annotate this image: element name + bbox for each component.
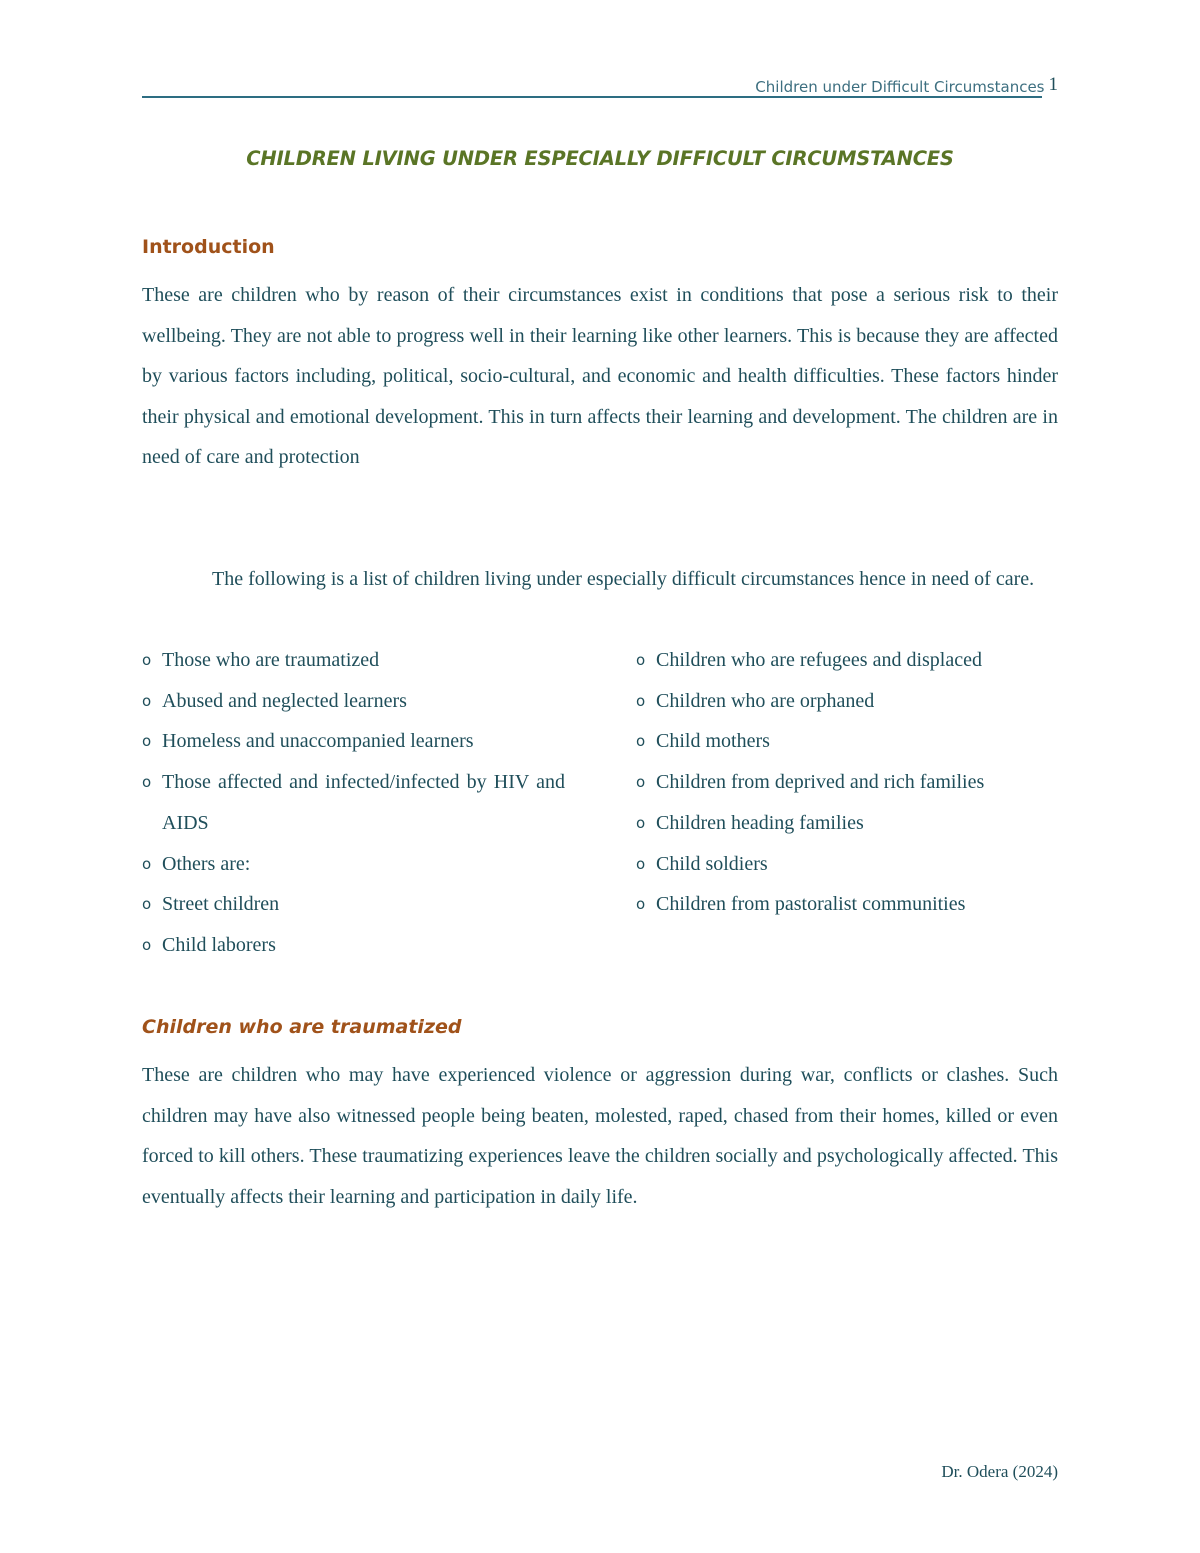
page-header (142, 72, 1058, 98)
list-item (142, 762, 565, 843)
bullet-icon: o (142, 691, 152, 710)
document-title: CHILDREN LIVING UNDER ESPECIALLY DIFFICULT CIRCUMSTANCES (246, 147, 954, 170)
bullet-icon: o (142, 895, 152, 914)
list-item (142, 844, 565, 885)
running-header (755, 76, 1058, 98)
page-footer: Dr. Odera (2024) (941, 1462, 1058, 1481)
bullet-icon: o (636, 895, 646, 914)
list-item-text: Child laborers (162, 933, 276, 956)
list-item-text: Those affected and infected/infected by HIV and AIDS (162, 771, 565, 834)
list-left-column (142, 640, 565, 966)
list-item (636, 844, 1058, 885)
list-item-text: Child mothers (656, 730, 770, 753)
traumatized-paragraph: These are children who may have experienced violence or aggression during war, conflicts or clashes. Such children may have also witnessed people being beaten, molested, raped, chased from their homes, killed or even forced to kill others. These traumatizing experiences leave the children socially and psychologically affected. This eventually affects their learning and participation in daily life. (142, 1064, 1058, 1208)
list-item (636, 803, 1058, 844)
running-title: Children under Difficult Circumstances (755, 78, 1045, 96)
bullet-icon: o (142, 732, 152, 751)
bullet-icon: o (636, 813, 646, 832)
list-item (636, 721, 1058, 762)
bullet-icon: o (636, 651, 646, 669)
list-right-column (636, 640, 1058, 925)
bullet-icon: o (636, 773, 646, 792)
header-rule (142, 96, 1042, 98)
list-item-text: Homeless and unaccompanied learners (162, 730, 474, 753)
list-item (636, 762, 1058, 803)
list-item (142, 721, 565, 762)
introduction-paragraph: These are children who by reason of their circumstances exist in conditions that pose a serious risk to their wellbeing. They are not able to progress well in their learning like other learners. This is because they are affected by various factors including, political, socio-cultural, and economic and health difficulties. These factors hinder their physical and emotional development. This in turn affects their learning and development. The children are in need of care and protection (142, 284, 1058, 469)
list-item-text: Child soldiers (656, 852, 768, 875)
bullet-icon: o (636, 691, 646, 710)
list-item-text: Abused and neglected learners (162, 689, 407, 712)
bullet-icon: o (636, 854, 646, 873)
bullet-icon: o (142, 773, 152, 792)
list-item (636, 640, 1058, 681)
list-item (142, 681, 565, 722)
list-item-text: Children from deprived and rich families (656, 771, 985, 794)
traumatized-heading: Children who are traumatized (142, 1016, 462, 1038)
bullet-icon: o (142, 651, 152, 669)
bullet-icon: o (636, 732, 646, 751)
list-item (636, 681, 1058, 722)
list-item-text: Street children (162, 893, 280, 916)
list-item-text: Children from pastoralist communities (656, 893, 966, 916)
list-item (142, 925, 565, 966)
list-item (636, 884, 1058, 925)
list-item-text: Those who are traumatized (162, 649, 380, 671)
list-item-text: Others are: (162, 852, 251, 875)
list-item (142, 884, 565, 925)
list-item-text: Children who are orphaned (656, 689, 875, 712)
list-intro-paragraph: The following is a list of children living under especially difficult circumstances hence in need of care. (212, 568, 1035, 590)
list-item-text: Children who are refugees and displaced (656, 649, 982, 671)
bullet-icon: o (142, 854, 152, 873)
list-item (142, 640, 565, 681)
page-number: 1 (1048, 74, 1058, 95)
introduction-heading: Introduction (142, 236, 275, 258)
bullet-icon: o (142, 935, 152, 954)
list-item-text: Children heading families (656, 811, 864, 834)
